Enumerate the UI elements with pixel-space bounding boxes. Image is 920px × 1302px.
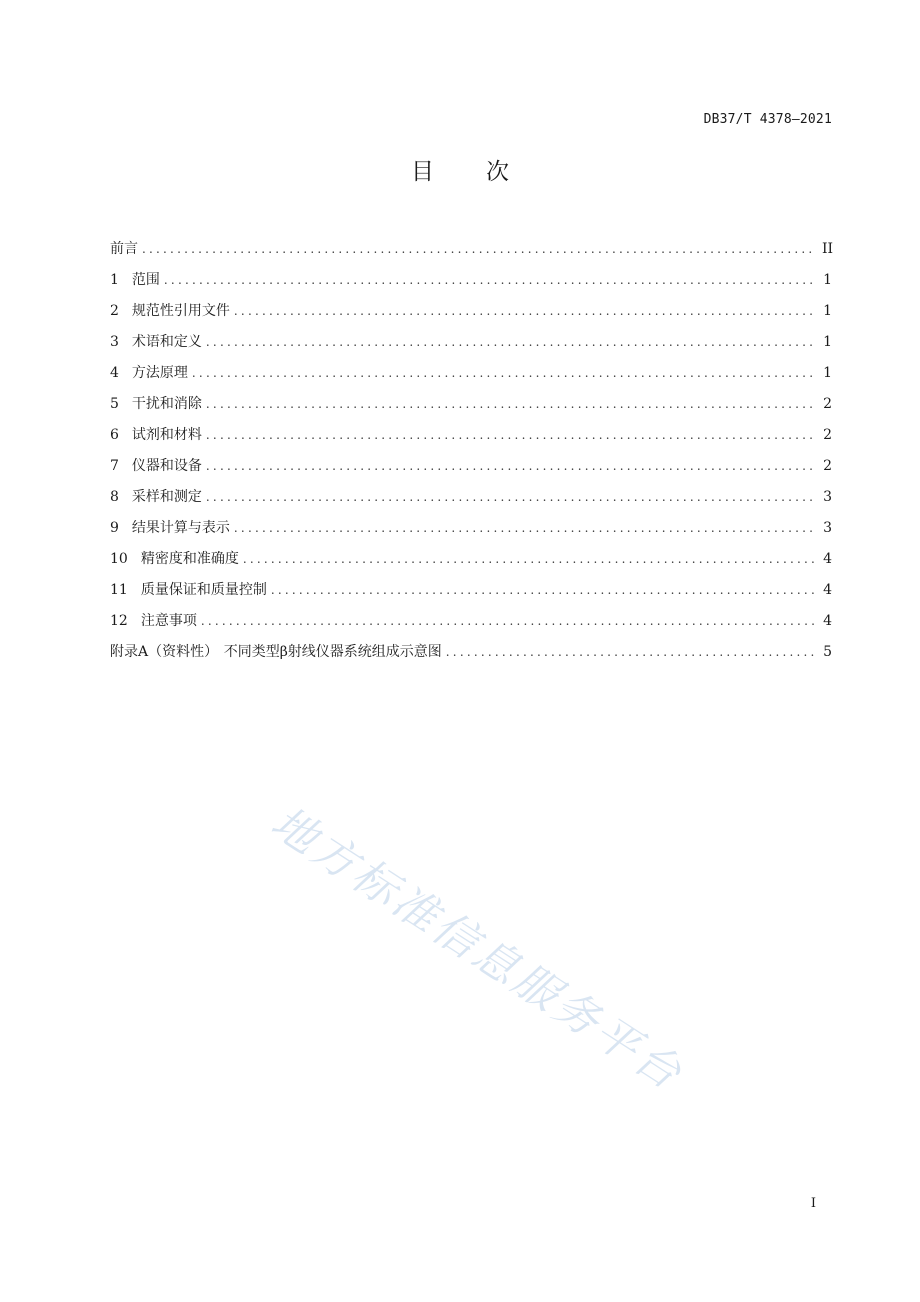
toc-item-9[interactable] xyxy=(110,514,832,545)
toc-item-label: 前言 xyxy=(110,241,138,257)
toc-item-page: 2 xyxy=(823,427,832,443)
toc-leader-dots xyxy=(206,452,816,480)
doc-code: DB37/T 4378—2021 xyxy=(703,112,832,127)
toc-item-page: 3 xyxy=(823,489,832,505)
toc-item-4[interactable] xyxy=(110,359,832,390)
appendix-label: 不同类型β射线仪器系统组成示意图 xyxy=(223,644,442,660)
toc-item-number: 5 xyxy=(110,396,119,412)
toc-item-label: 试剂和材料 xyxy=(131,427,202,443)
toc-item-label: 质量保证和质量控制 xyxy=(140,582,267,598)
toc-item-label: 方法原理 xyxy=(131,365,188,381)
toc-list xyxy=(110,235,832,669)
toc-item-page: 4 xyxy=(823,551,832,567)
toc-item-3[interactable] xyxy=(110,328,832,359)
toc-item-number: 4 xyxy=(110,365,119,381)
toc-item-number: 2 xyxy=(110,303,119,319)
toc-item-page: 1 xyxy=(823,334,832,350)
toc-leader-dots xyxy=(206,390,816,418)
toc-leader-dots xyxy=(271,576,816,604)
toc-item-number: 9 xyxy=(110,520,119,536)
toc-leader-dots xyxy=(192,359,816,387)
toc-item-page: 2 xyxy=(823,458,832,474)
toc-item-number: 12 xyxy=(110,613,128,629)
toc-item-page: II xyxy=(822,241,834,257)
page-number: I xyxy=(810,1196,816,1211)
toc-item-label: 仪器和设备 xyxy=(131,458,202,474)
toc-item-foreword[interactable] xyxy=(110,235,832,266)
toc-leader-dots xyxy=(206,421,816,449)
toc-item-page: 4 xyxy=(823,613,832,629)
toc-item-label: 精密度和准确度 xyxy=(140,551,239,567)
toc-item-10[interactable] xyxy=(110,545,832,576)
toc-item-number: 1 xyxy=(110,272,119,288)
toc-item-label: 规范性引用文件 xyxy=(131,303,230,319)
toc-leader-dots xyxy=(142,235,816,263)
toc-item-number: 11 xyxy=(110,582,128,598)
toc-item-page: 5 xyxy=(823,644,832,660)
toc-item-number: 7 xyxy=(110,458,119,474)
toc-item-page: 1 xyxy=(823,272,832,288)
toc-item-label: 注意事项 xyxy=(140,613,197,629)
toc-item-7[interactable] xyxy=(110,452,832,483)
toc-leader-dots xyxy=(201,607,816,635)
toc-item-label: 结果计算与表示 xyxy=(131,520,230,536)
toc-item-5[interactable] xyxy=(110,390,832,421)
toc-leader-dots xyxy=(164,266,816,294)
toc-item-page: 2 xyxy=(823,396,832,412)
toc-item-page: 4 xyxy=(823,582,832,598)
toc-item-page: 3 xyxy=(823,520,832,536)
toc-item-12[interactable] xyxy=(110,607,832,638)
toc-leader-dots xyxy=(234,514,816,542)
toc-item-number: 8 xyxy=(110,489,119,505)
toc-item-label: 干扰和消除 xyxy=(131,396,202,412)
toc-item-11[interactable] xyxy=(110,576,832,607)
toc-item-number: 10 xyxy=(110,551,128,567)
toc-leader-dots xyxy=(206,483,816,511)
toc-item-appendix-a[interactable] xyxy=(110,638,832,669)
toc-item-8[interactable] xyxy=(110,483,832,514)
appendix-prefix: 附录A（资料性） xyxy=(110,644,219,660)
toc-item-label: 采样和测定 xyxy=(131,489,202,505)
toc-leader-dots xyxy=(243,545,816,573)
toc-leader-dots xyxy=(446,638,816,666)
watermark: 地方标准信息服务平台 xyxy=(262,796,693,1102)
toc-item-page: 1 xyxy=(823,303,832,319)
toc-item-label: 范围 xyxy=(131,272,160,288)
toc-leader-dots xyxy=(206,328,816,356)
toc-item-number: 3 xyxy=(110,334,119,350)
toc-item-number: 6 xyxy=(110,427,119,443)
toc-item-label: 术语和定义 xyxy=(131,334,202,350)
toc-item-page: 1 xyxy=(823,365,832,381)
toc-item-6[interactable] xyxy=(110,421,832,452)
toc-item-1[interactable] xyxy=(110,266,832,297)
toc-leader-dots xyxy=(234,297,816,325)
toc-title: 目次 xyxy=(411,159,561,185)
toc-item-2[interactable] xyxy=(110,297,832,328)
